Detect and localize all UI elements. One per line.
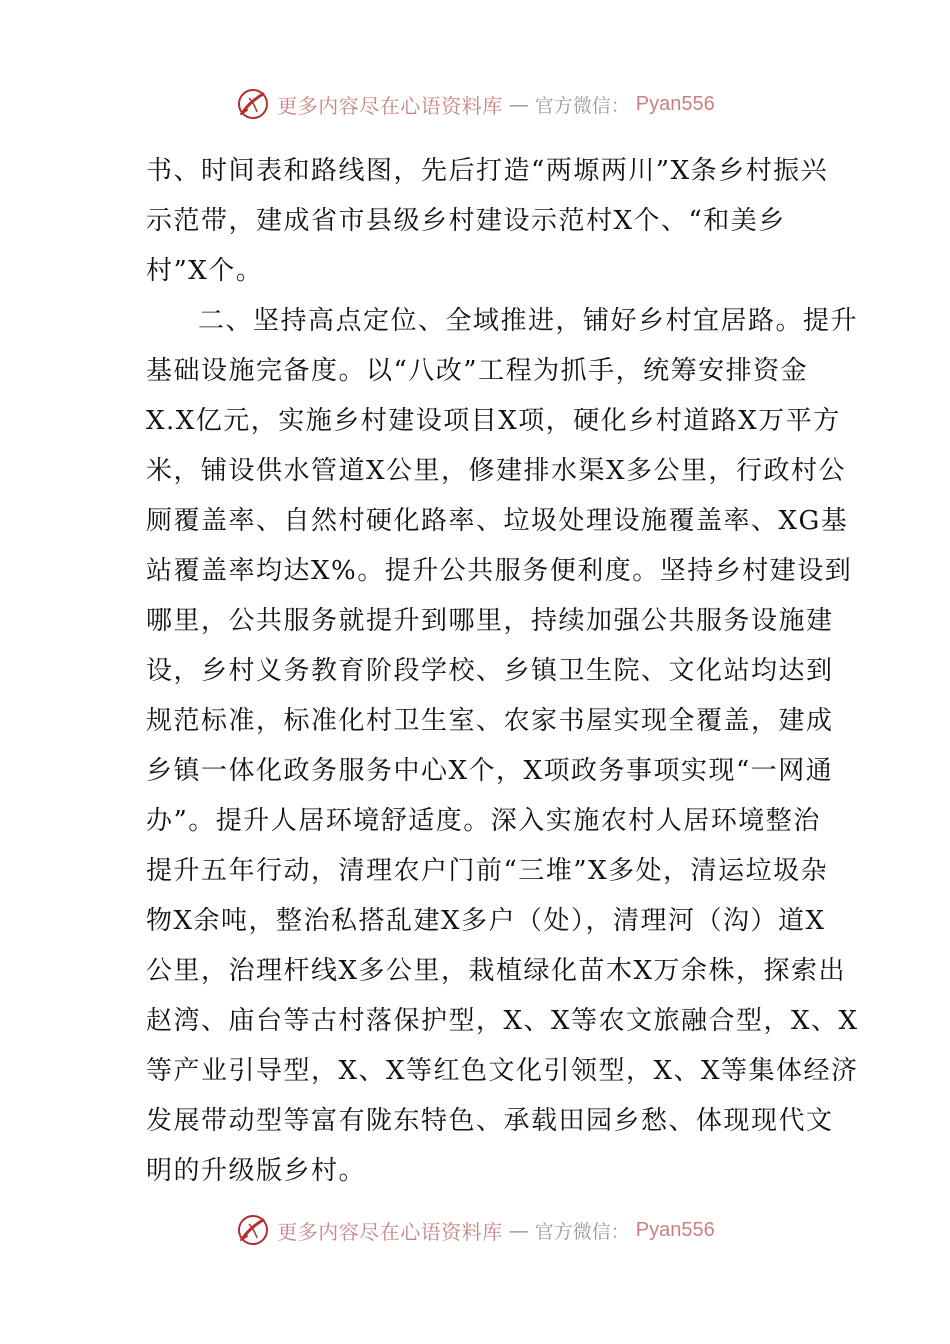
watermark-dash: — bbox=[508, 92, 529, 116]
watermark-sub-text: 官方微信： bbox=[534, 94, 630, 117]
text-line: 规范标准，标准化村卫生室、农家书屋实现全覆盖，建成 bbox=[146, 706, 834, 736]
text-line: 公里，治理杆线X多公里，栽植绿化苗木X万余株，探索出 bbox=[146, 956, 847, 986]
text-line: 明的升级版乡村。 bbox=[146, 1156, 367, 1186]
watermark-sub-text: 官方微信： bbox=[534, 1220, 630, 1243]
text-line: 村”X个。 bbox=[146, 256, 264, 286]
text-line: 站覆盖率均达X%。提升公共服务便利度。坚持乡村建设到 bbox=[146, 556, 853, 586]
text-line: X.X亿元，实施乡村建设项目X项，硬化乡村道路X万平方 bbox=[146, 406, 841, 436]
text-line: 办”。提升人居环境舒适度。深入实施农村人居环境整治 bbox=[146, 806, 821, 836]
text-line: 赵湾、庙台等古村落保护型，X、X等农文旅融合型，X、X bbox=[146, 1006, 859, 1036]
text-line: 提升五年行动，清理农户门前“三堆”X多处，清运垃圾杂 bbox=[146, 856, 829, 886]
watermark-main-text: 更多内容尽在心语资料库 bbox=[277, 1219, 503, 1244]
text-line: 乡镇一体化政务服务中心X个，X项政务事项实现“一网通 bbox=[146, 756, 834, 786]
text-line: 等产业引导型，X、X等红色文化引领型，X、X等集体经济 bbox=[146, 1056, 859, 1086]
text-line: 书、时间表和路线图，先后打造“两塬两川”X条乡村振兴 bbox=[146, 156, 829, 186]
watermark-main-text: 更多内容尽在心语资料库 bbox=[277, 93, 503, 118]
writing-pen-logo-icon bbox=[235, 1212, 271, 1248]
watermark-wechat-id: Pyan556 bbox=[635, 1218, 715, 1241]
watermark-dash: — bbox=[508, 1218, 529, 1242]
text-line: 基础设施完备度。以“八改”工程为抓手，统筹安排资金 bbox=[146, 356, 809, 386]
footer-watermark bbox=[0, 1210, 950, 1250]
watermark-wechat-id: Pyan556 bbox=[635, 92, 715, 115]
text-line: 米，铺设供水管道X公里，修建排水渠X多公里，行政村公 bbox=[146, 456, 847, 486]
document-body bbox=[146, 151, 859, 1201]
text-line: 二、坚持高点定位、全域推进，铺好乡村宜居路。提升 bbox=[198, 306, 859, 336]
text-line: 发展带动型等富有陇东特色、承载田园乡愁、体现现代文 bbox=[146, 1106, 834, 1136]
text-line: 物X余吨，整治私搭乱建X多户（处），清理河（沟）道X bbox=[146, 906, 826, 936]
text-line: 哪里，公共服务就提升到哪里，持续加强公共服务设施建 bbox=[146, 606, 834, 636]
writing-pen-logo-icon bbox=[235, 86, 271, 122]
header-watermark bbox=[0, 84, 950, 124]
text-line: 厕覆盖率、自然村硬化路率、垃圾处理设施覆盖率、XG基 bbox=[146, 506, 849, 536]
text-line: 示范带，建成省市县级乡村建设示范村X个、“和美乡 bbox=[146, 206, 786, 236]
text-line: 设，乡村义务教育阶段学校、乡镇卫生院、文化站均达到 bbox=[146, 656, 834, 686]
